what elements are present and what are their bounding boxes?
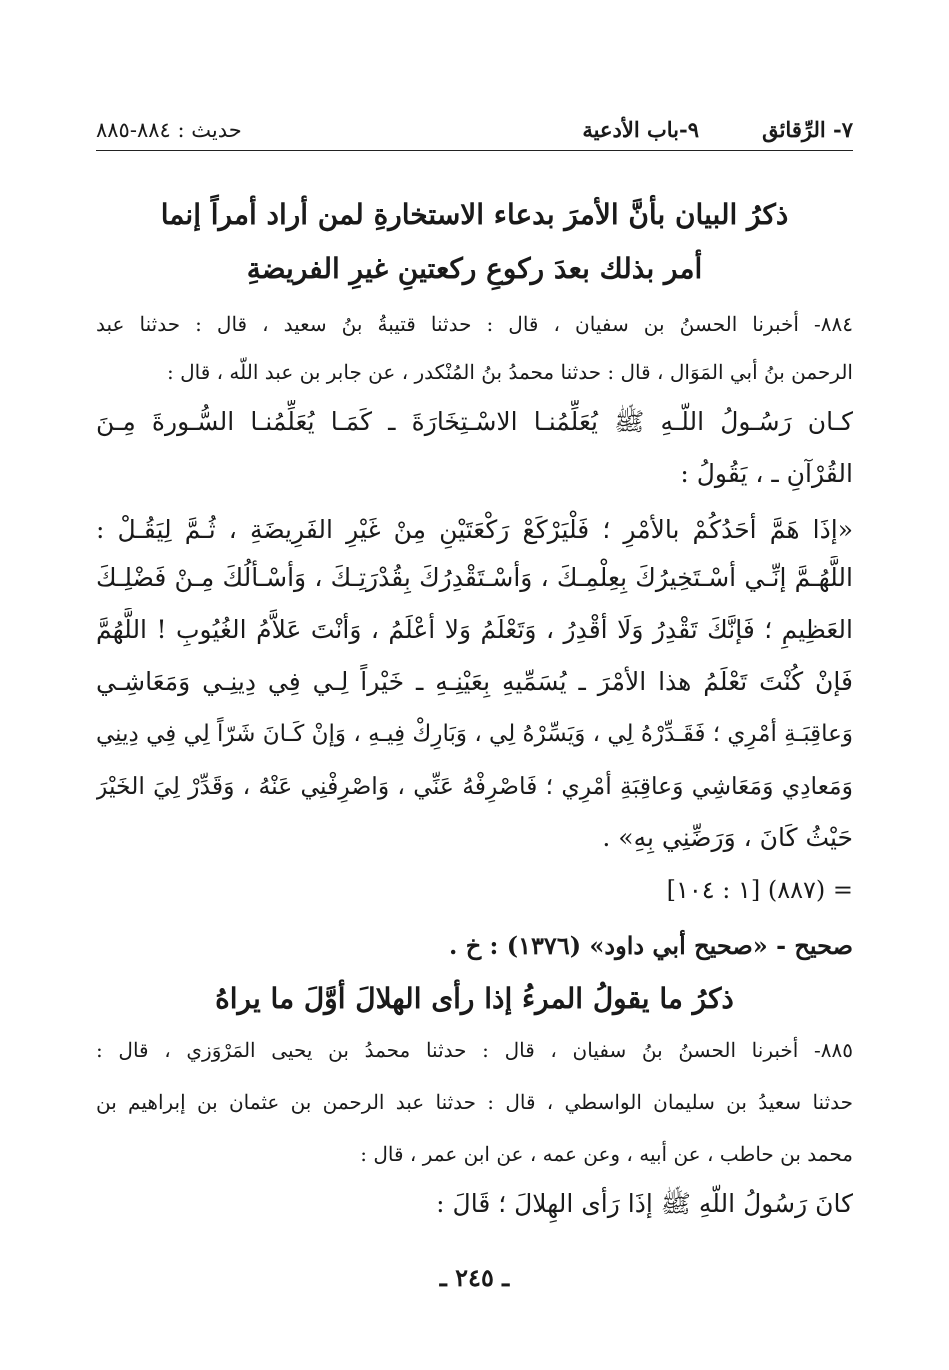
dua-text: حَيْثُ كَانَ ، وَرَضِّنِي بِهِ» .	[602, 823, 853, 852]
hadith-text: القُرْآنِ ـ ، يَقُولُ :	[680, 459, 853, 488]
hadith-isnad: ٨٨٥- أخبرنا الحسنُ بنُ سفيان ، قال : حدثنا محمدُ بن يحيى المَرْوَزي ، قال :	[96, 1038, 853, 1062]
running-header-hadith-range: حديث : ٨٨٤-٨٨٥	[96, 118, 242, 142]
dua-text: «إذَا هَمَّ أحَدُكُمْ بالأمْرِ ؛ فَلْيَرْكَعْ رَكْعَتَيْنِ مِنْ غَيْرِ الفَرِيضَةِ ، ثُـمَّ لِيَقُـلْ :	[96, 515, 853, 544]
cross-reference: = (٨٨٧) [١ : ١٠٤]	[666, 876, 853, 904]
dua-text: وَعاقِبَـةِ أمْرِي ؛ فَقَـدِّرْهُ لِي ، وَيَسِّرْهُ لِي ، وَبَارِكْ فِيـهِ ، وَإنْ كَـانَ شَرّاً لِي فِي دِينِي	[96, 721, 853, 747]
hadith-isnad: محمد بن حاطب ، عن أبيه ، وعن عمه ، عن ابن عمر ، قال :	[360, 1142, 853, 1166]
running-header-chapter: ٩-باب الأدعية	[582, 117, 699, 142]
header-divider	[96, 150, 853, 151]
dua-text: فَإنْ كُنْتَ تَعْلَمُ هذا الأمْرَ ـ يُسَمِّيهِ بِعَيْنِـهِ ـ خَيْراً لِـي فِي دِينِـي وَمَعَاشِـي	[96, 667, 853, 696]
dua-text: اللَّهُـمَّ إنِّـي أسْـتَخِيرُكَ بِعِلْمِـكَ ، وَأسْـتَقْدِرُكَ بِقُدْرَتِـكَ ، وَأسْـألُكَ مِـنْ فَضْلِـكَ	[96, 563, 853, 592]
hadith-isnad: الرحمن بنُ أبي المَوَال ، قال : حدثنا محمدُ بنُ المُنْكدر ، عن جابر بن عبد اللّه ، قال :	[166, 360, 853, 384]
hadith-text: كـان رَسُـولُ اللّـهِ ﷺ يُعَلِّمُنـا الاسْـتِخَارَةَ ـ كَمَـا يُعَلِّمُنـا السُّـورةَ مِـنَ	[96, 407, 853, 436]
hadith-grading: صحيح - «صحيح أبي داود» (١٣٧٦) : خ .	[449, 931, 853, 960]
dua-text: العَظِيمِ ؛ فَإنَّكَ تَقْدِرُ وَلَا أقْدِرُ ، وَتَعْلَمُ وَلا أعْلَمُ ، وَأنْتَ عَلاَّمُ الغُيُوبِ ! اللَّهُمَّ	[96, 615, 853, 644]
dua-text: وَمَعادِي وَمَعَاشِي وَعاقِبَةِ أمْرِي ؛ فَاصْرِفْهُ عَنِّي ، وَاصْرِفْنِي عَنْهُ ، وَقَدِّرْ لِيَ الخَيْرَ	[96, 772, 853, 800]
hadith-isnad: حدثنا سعيدُ بن سليمان الواسطي ، قال : حدثنا عبد الرحمن بن عثمان بن إبراهيم بن	[96, 1090, 853, 1114]
section-title: ذكرُ ما يقولُ المرءُ إذا رأى الهلالَ أوَّلَ ما يراهُ	[215, 982, 734, 1015]
hadith-text: كانَ رَسُولُ اللّهِ ﷺ إذَا رَأى الهِلالَ ؛ قَالَ :	[436, 1189, 853, 1218]
hadith-isnad: ٨٨٤- أخبرنا الحسنُ بن سفيان ، قال : حدثنا قتيبةُ بنُ سعيد ، قال : حدثنا عبد	[96, 312, 853, 336]
page-number: ـ ٢٤٥ ـ	[439, 1263, 510, 1292]
running-header-book: ٧- الرِّقائق	[762, 117, 853, 142]
section-title: ذكرُ البيان بأنَّ الأمرَ بدعاء الاستخارةِ لمن أراد أمراً إنما	[160, 198, 789, 231]
section-title: أمر بذلك بعدَ ركوعِ ركعتينِ غيرِ الفريضةِ	[246, 252, 703, 285]
